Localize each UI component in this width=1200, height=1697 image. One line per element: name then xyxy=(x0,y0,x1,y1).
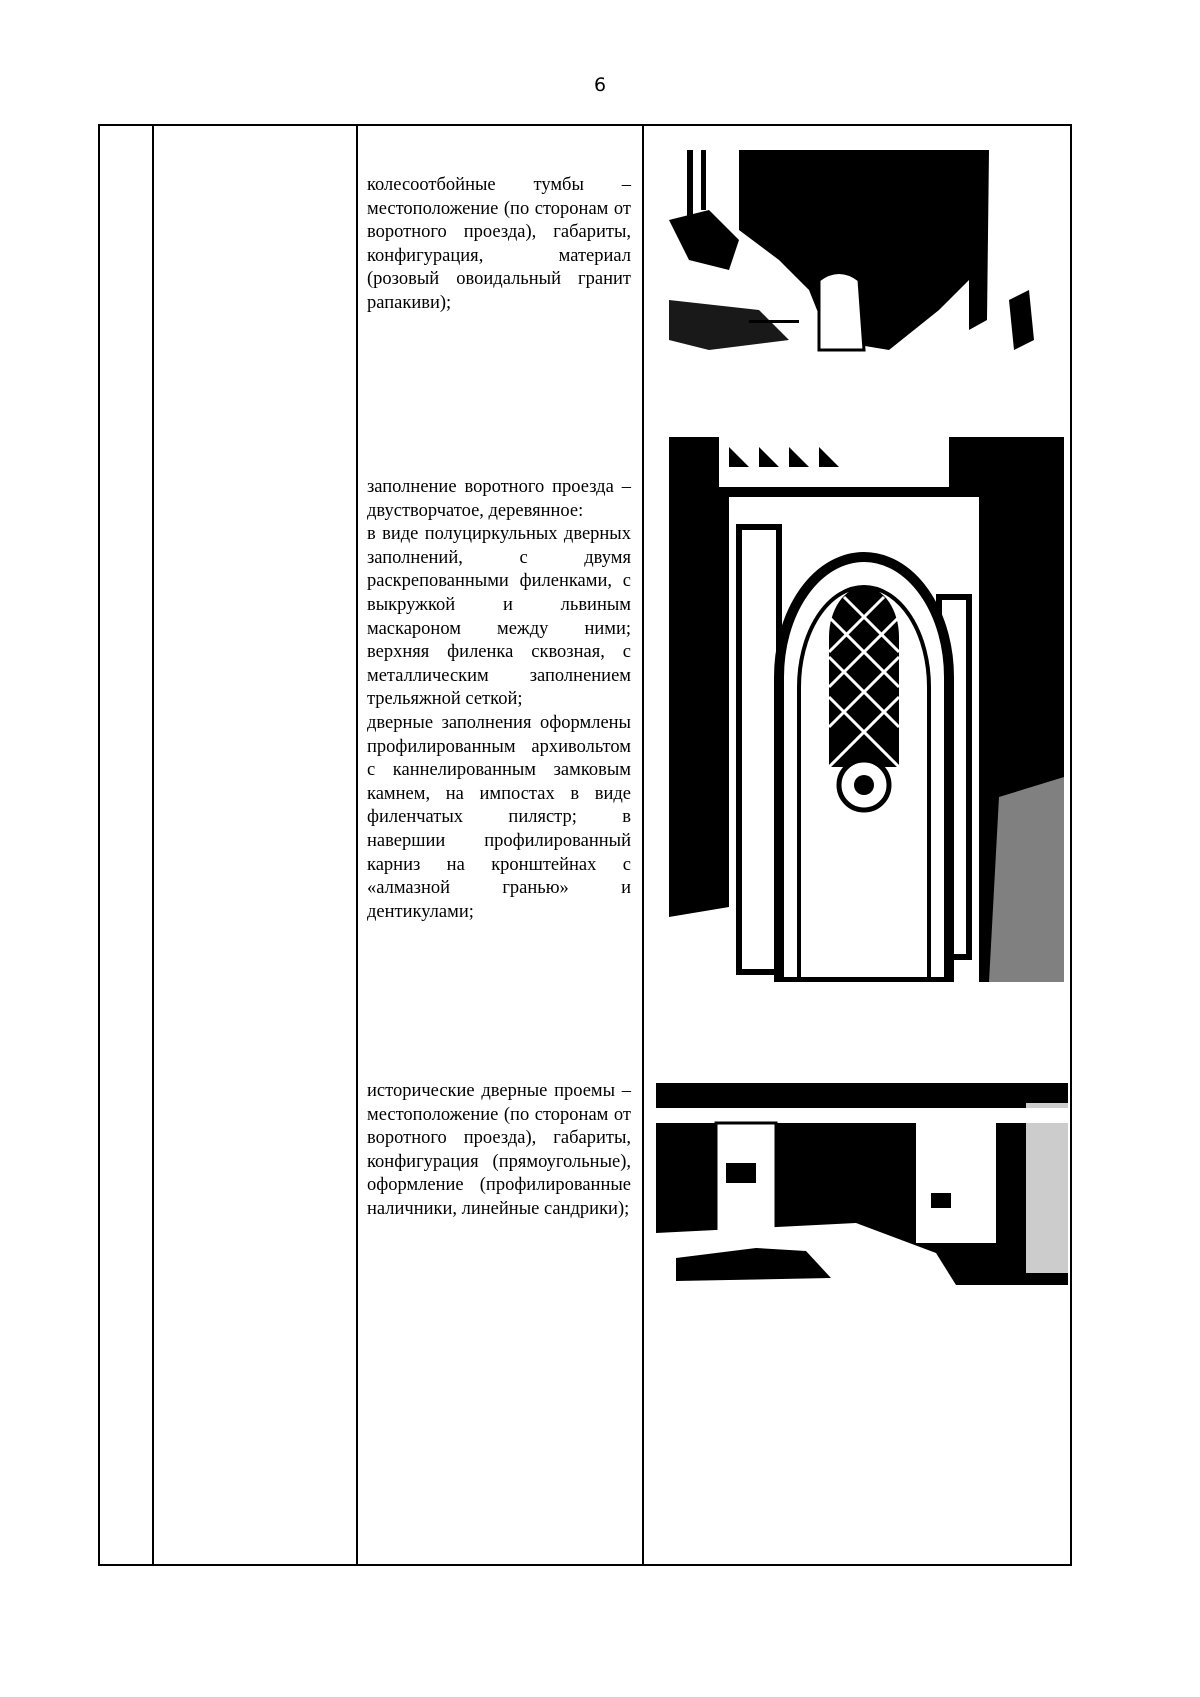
bollard-photo xyxy=(669,150,1057,363)
page-number: 6 xyxy=(593,74,607,96)
entry-description xyxy=(367,1080,631,1222)
doorways-photo xyxy=(656,1083,1068,1285)
entry-description xyxy=(367,476,631,924)
entry-paragraph: в виде полуциркульных дверных заполнений, с двумя раскрепованными филенками, с выкружкой и львиным маскароном между ними; верхняя филенка сквозная, с металлическим заполнением трельяжной сеткой; xyxy=(367,524,631,710)
gate-door-photo xyxy=(669,437,1064,982)
column-divider xyxy=(356,126,358,1564)
entry-description xyxy=(367,174,631,316)
entry-paragraph: колесоотбойные тумбы – местоположение (по сторонам от воротного проезда), габариты, конфигурация, материал (розовый овоидальный гранит рапакиви); xyxy=(367,175,631,313)
entry-paragraph: дверные заполнения оформлены профилированным архивольтом с каннелированным замковым камнем, на импостах в виде филенчатых пилястр; в навершии профилированный карниз на кронштейнах с «алмазной гранью» и дентикулами; xyxy=(367,712,631,922)
entry-paragraph: заполнение воротного проезда – двустворчатое, деревянное: xyxy=(367,477,631,521)
column-divider xyxy=(152,126,154,1564)
entry-paragraph: исторические дверные проемы – местоположение (по сторонам от воротного проезда), габариты, конфигурация (прямоугольные), оформление (профилированные наличники, линейные сандрики); xyxy=(367,1081,631,1219)
column-divider xyxy=(642,126,644,1564)
